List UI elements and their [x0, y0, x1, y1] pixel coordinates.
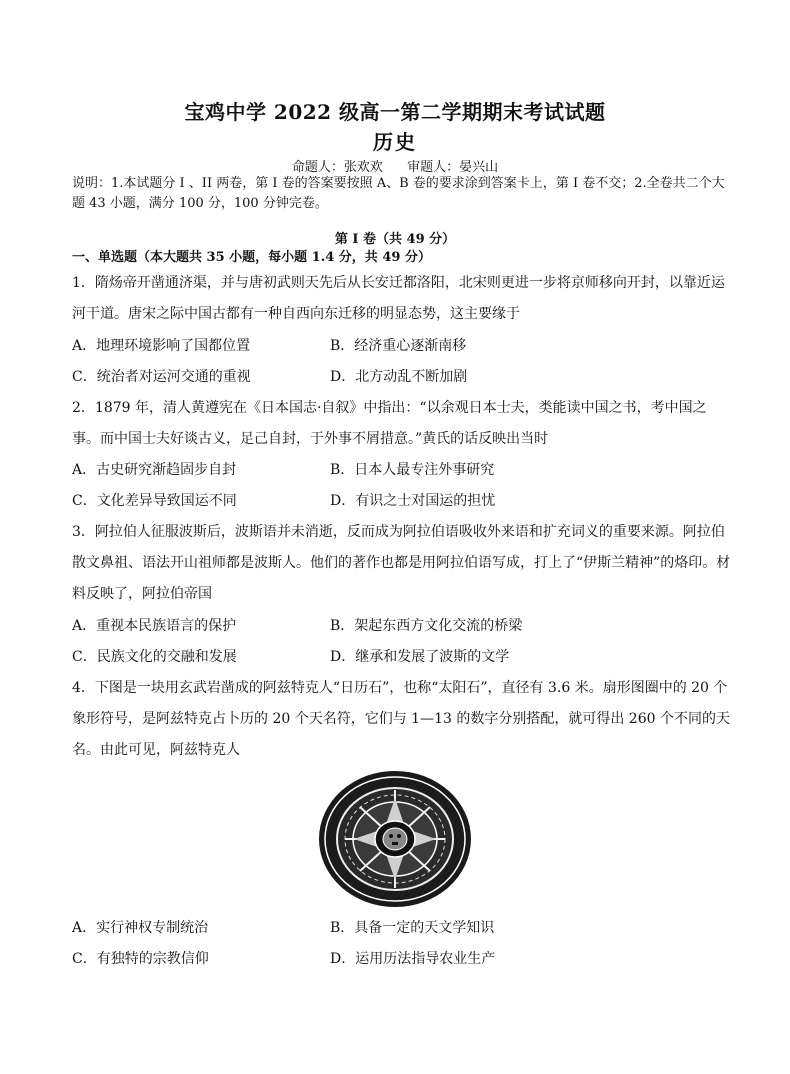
part-title: 一、单选题（本大题共 35 小题，每小题 1.4 分，共 49 分）	[72, 250, 431, 265]
option-b[interactable]: B．架起东西方文化交流的桥梁	[330, 618, 523, 634]
option-d[interactable]: D．有识之士对国运的担忧	[330, 493, 496, 509]
option-b[interactable]: B．具备一定的天文学知识	[330, 920, 495, 936]
option-d[interactable]: D．继承和发展了波斯的文学	[330, 649, 510, 665]
option-b[interactable]: B．日本人最专注外事研究	[330, 462, 495, 478]
option-a[interactable]: A．地理环境影响了国都位置	[72, 338, 251, 354]
authors-line	[0, 156, 790, 175]
question-stem: 3．阿拉伯人征服波斯后，波斯语并未消逝，反而成为阿拉伯语吸收外来语和扩充词义的重要来源。阿拉伯散文鼻祖、语法开山祖师都是波斯人。他们的著作也都是用阿拉伯语写成，打上了“伊斯兰精神”的烙印。材料反映了，阿拉伯帝国	[72, 524, 731, 602]
question-stem: 1．隋炀帝开凿通济渠，并与唐初武则天先后从长安迁都洛阳，北宋则更进一步将京师移向开封，以靠近运河干道。唐宋之际中国古都有一种自西向东迁移的明显态势，这主要缘于	[72, 275, 725, 322]
option-b[interactable]: B．经济重心逐渐南移	[330, 338, 467, 354]
option-a[interactable]: A．实行神权专制统治	[72, 920, 209, 936]
exam-title: 宝鸡中学 2022 级高一第二学期期末考试试题	[184, 100, 606, 124]
option-c[interactable]: C．有独特的宗教信仰	[72, 951, 209, 967]
option-a[interactable]: A．古史研究渐趋固步自封	[72, 462, 237, 478]
option-c[interactable]: C．统治者对运河交通的重视	[72, 369, 251, 385]
option-a[interactable]: A．重视本民族语言的保护	[72, 618, 237, 634]
instructions: 说明：1.本试题分 I 、II 两卷，第 I 卷的答案要按照 A、B 卷的要求涂到答案卡上，第 I 卷不交；2.全卷共二个大题 43 小题，满分 100 分，100 分钟完卷。	[72, 176, 725, 211]
author-name: 命题人：张欢欢	[291, 160, 383, 175]
option-c[interactable]: C．文化差异导致国运不同	[72, 493, 237, 509]
reviewer-name: 审题人：晏兴山	[407, 160, 499, 175]
option-c[interactable]: C．民族文化的交融和发展	[72, 649, 237, 665]
subject-title: 历史	[373, 130, 417, 154]
aztec-sun-stone-image	[318, 770, 472, 908]
question-stem: 2．1879 年，清人黄遵宪在《日本国志·自叙》中指出：“以余观日本士夫，类能读中国之书，考中国之事。而中国士夫好谈古义，足己自封，于外事不屑措意。”黄氏的话反映出当时	[72, 400, 707, 447]
section-title: 第 I 卷（共 49 分）	[334, 232, 456, 247]
option-d[interactable]: D．北方动乱不断加剧	[330, 369, 468, 385]
option-d[interactable]: D．运用历法指导农业生产	[330, 951, 496, 967]
question-stem: 4．下图是一块用玄武岩凿成的阿兹特克人“日历石”，也称“太阳石”，直径有 3.6 米。扇形图圈中的 20 个象形符号，是阿兹特克占卜历的 20 个天名符，它们与 1—13 的数字分别搭配，就可得出 260 个不同的天名。由此可见，阿兹特克人	[72, 680, 730, 758]
